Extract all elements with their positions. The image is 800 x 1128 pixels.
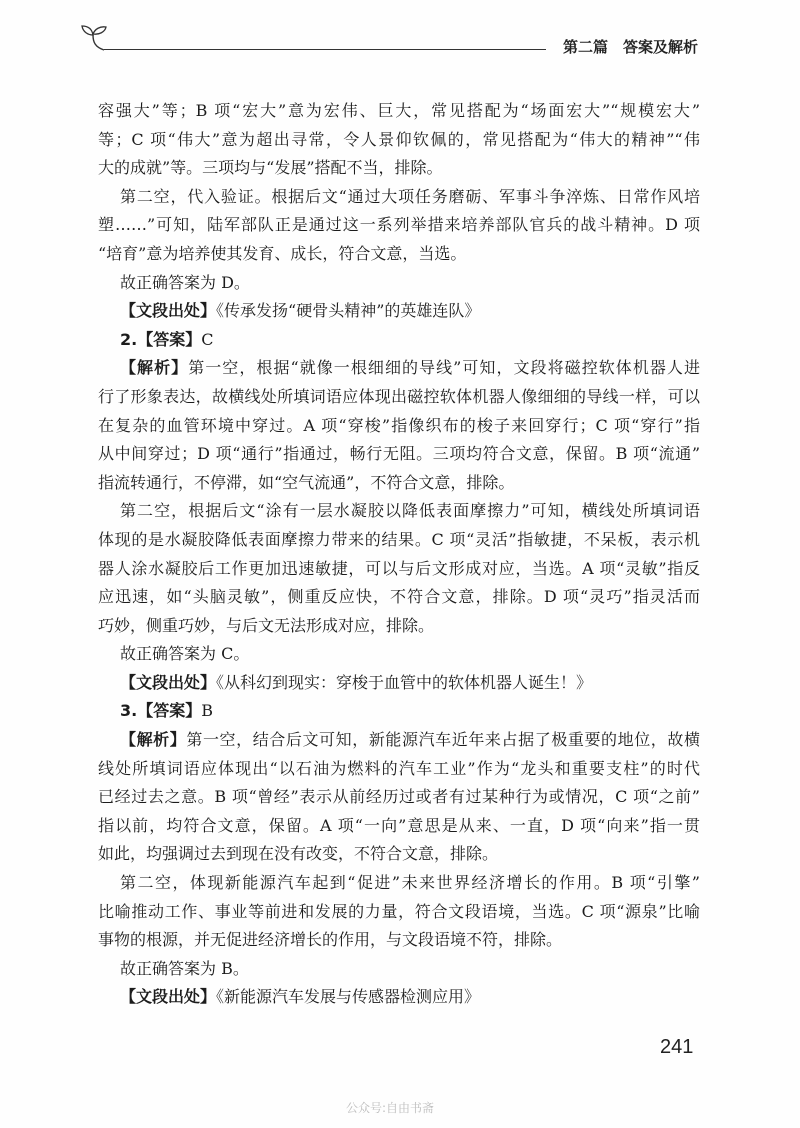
paragraph <box>98 497 700 640</box>
page-number: 241 <box>660 1036 694 1058</box>
text-line: 应迅速，如“头脑灵敏”，侧重反应快，不符合文意，排除。D 项“灵巧”指灵活而 <box>98 587 700 607</box>
paragraph <box>98 869 700 955</box>
text-line: 容强大”等；B 项“宏大”意为宏伟、巨大，常见搭配为“场面宏大”“规模宏大” <box>98 101 700 120</box>
paragraph <box>98 354 700 497</box>
source-label: 【文段出处】 <box>120 301 217 321</box>
paragraph <box>98 669 700 698</box>
paragraph <box>98 326 700 355</box>
answer-statement: 故正确答案为 C。 <box>120 644 250 664</box>
paragraph <box>98 297 700 326</box>
text-line: 塑……”可知，陆军部队正是通过这一系列举措来培养部队官兵的战斗精神。D 项 <box>98 215 700 235</box>
answer-statement: 故正确答案为 B。 <box>120 958 249 978</box>
text-line: 指以前，均符合文意，保留。A 项“一向”意思是从来、一直，D 项“向来”指一贯 <box>98 815 700 835</box>
text-line: 体现的是水凝胶降低表面摩擦力带来的结果。C 项“灵活”指敏捷，不呆板，表示机 <box>98 529 700 549</box>
paragraph <box>98 726 700 869</box>
source-title: 《从科幻到现实：穿梭于血管中的软体机器人诞生！》 <box>216 672 593 692</box>
text-line: 从中间穿过；D 项“通行”指通过，畅行无阻。三项均符合文意，保留。B 项“流通” <box>98 444 700 464</box>
line-text: 第一空，结合后文可知，新能源汽车近年来占据了极重要的地位，故横 <box>186 730 700 750</box>
answer-value: C <box>201 329 214 349</box>
text-line <box>98 983 700 1012</box>
source-label: 【文段出处】 <box>120 987 217 1007</box>
text-line <box>98 697 700 726</box>
source-title: 《新能源汽车发展与传感器检测应用》 <box>216 987 481 1007</box>
paragraph <box>98 640 700 669</box>
sprout-icon <box>80 24 108 52</box>
answer-label: 3.【答案】 <box>120 701 202 721</box>
text-line <box>98 354 700 383</box>
text-line: 第二空，代入验证。根据后文“通过大项任务磨砺、军事斗争淬炼、日常作风培 <box>120 186 700 206</box>
analysis-label: 【解析】 <box>120 358 189 378</box>
line-text: 第一空，根据“就像一根细细的导线”可知，文段将磁控软体机器人进 <box>188 358 700 378</box>
paragraph <box>98 97 700 183</box>
text-line: 巧妙，侧重巧妙，与后文无法形成对应，排除。 <box>98 615 435 635</box>
text-line: 已经过去之意。B 项“曾经”表示从前经历过或者有过某种行为或情况，C 项“之前” <box>98 787 700 807</box>
paragraph <box>98 983 700 1012</box>
analysis-label: 【解析】 <box>120 730 187 750</box>
page-body <box>98 97 700 1012</box>
text-line: 大的成就”等。三项均与“发展”搭配不当，排除。 <box>98 158 443 178</box>
text-line <box>98 726 700 755</box>
text-line: 在复杂的血管环境中穿过。A 项“穿梭”指像织布的梭子来回穿行；C 项“穿行”指 <box>98 415 700 435</box>
running-header-title: 第二篇 答案及解析 <box>562 38 698 56</box>
text-line: 器人涂水凝胶后工作更加迅速敏捷，可以与后文形成对应，当选。A 项“灵敏”指反 <box>98 558 700 578</box>
header-rule <box>104 49 546 50</box>
paragraph <box>98 183 700 269</box>
answer-statement: 故正确答案为 D。 <box>120 272 250 292</box>
text-line: 行了形象表达，故横线处所填词语应体现出磁控软体机器人像细细的导线一样，可以 <box>98 386 700 406</box>
watermark: 公众号:自由书斋 <box>345 1101 435 1115</box>
text-line: 线处所填词语应体现出“以石油为燃料的汽车工业”作为“龙头和重要支柱”的时代 <box>98 758 700 778</box>
paragraph <box>98 955 700 984</box>
text-line: 指流转通行，不停滞，如“空气流通”，不符合文意，排除。 <box>98 472 515 492</box>
text-line: 事物的根源，并无促进经济增长的作用，与文段语境不符，排除。 <box>98 930 563 950</box>
text-line: 如此，均强调过去到现在没有改变，不符合文意，排除。 <box>98 844 499 864</box>
text-line: “培育”意为培养使其发育、成长，符合文意，当选。 <box>98 243 467 263</box>
paragraph <box>98 697 700 726</box>
answer-value: B <box>201 701 213 721</box>
source-label: 【文段出处】 <box>120 672 217 692</box>
text-line <box>98 326 700 355</box>
text-line <box>98 669 700 698</box>
text-line: 等；C 项“伟大”意为超出寻常，令人景仰钦佩的，常见搭配为“伟大的精神”“伟 <box>98 129 700 149</box>
answer-label: 2.【答案】 <box>120 329 202 349</box>
text-line: 比喻推动工作、事业等前进和发展的力量，符合文段语境，当选。C 项“源泉”比喻 <box>98 901 700 921</box>
paragraph <box>98 269 700 298</box>
source-title: 《传承发扬“硬骨头精神”的英雄连队》 <box>216 301 481 321</box>
text-line: 第二空，根据后文“涂有一层水凝胶以降低表面摩擦力”可知，横线处所填词语 <box>120 501 700 521</box>
text-line <box>98 297 700 326</box>
text-line: 第二空，体现新能源汽车起到“促进”未来世界经济增长的作用。B 项“引擎” <box>120 873 700 893</box>
